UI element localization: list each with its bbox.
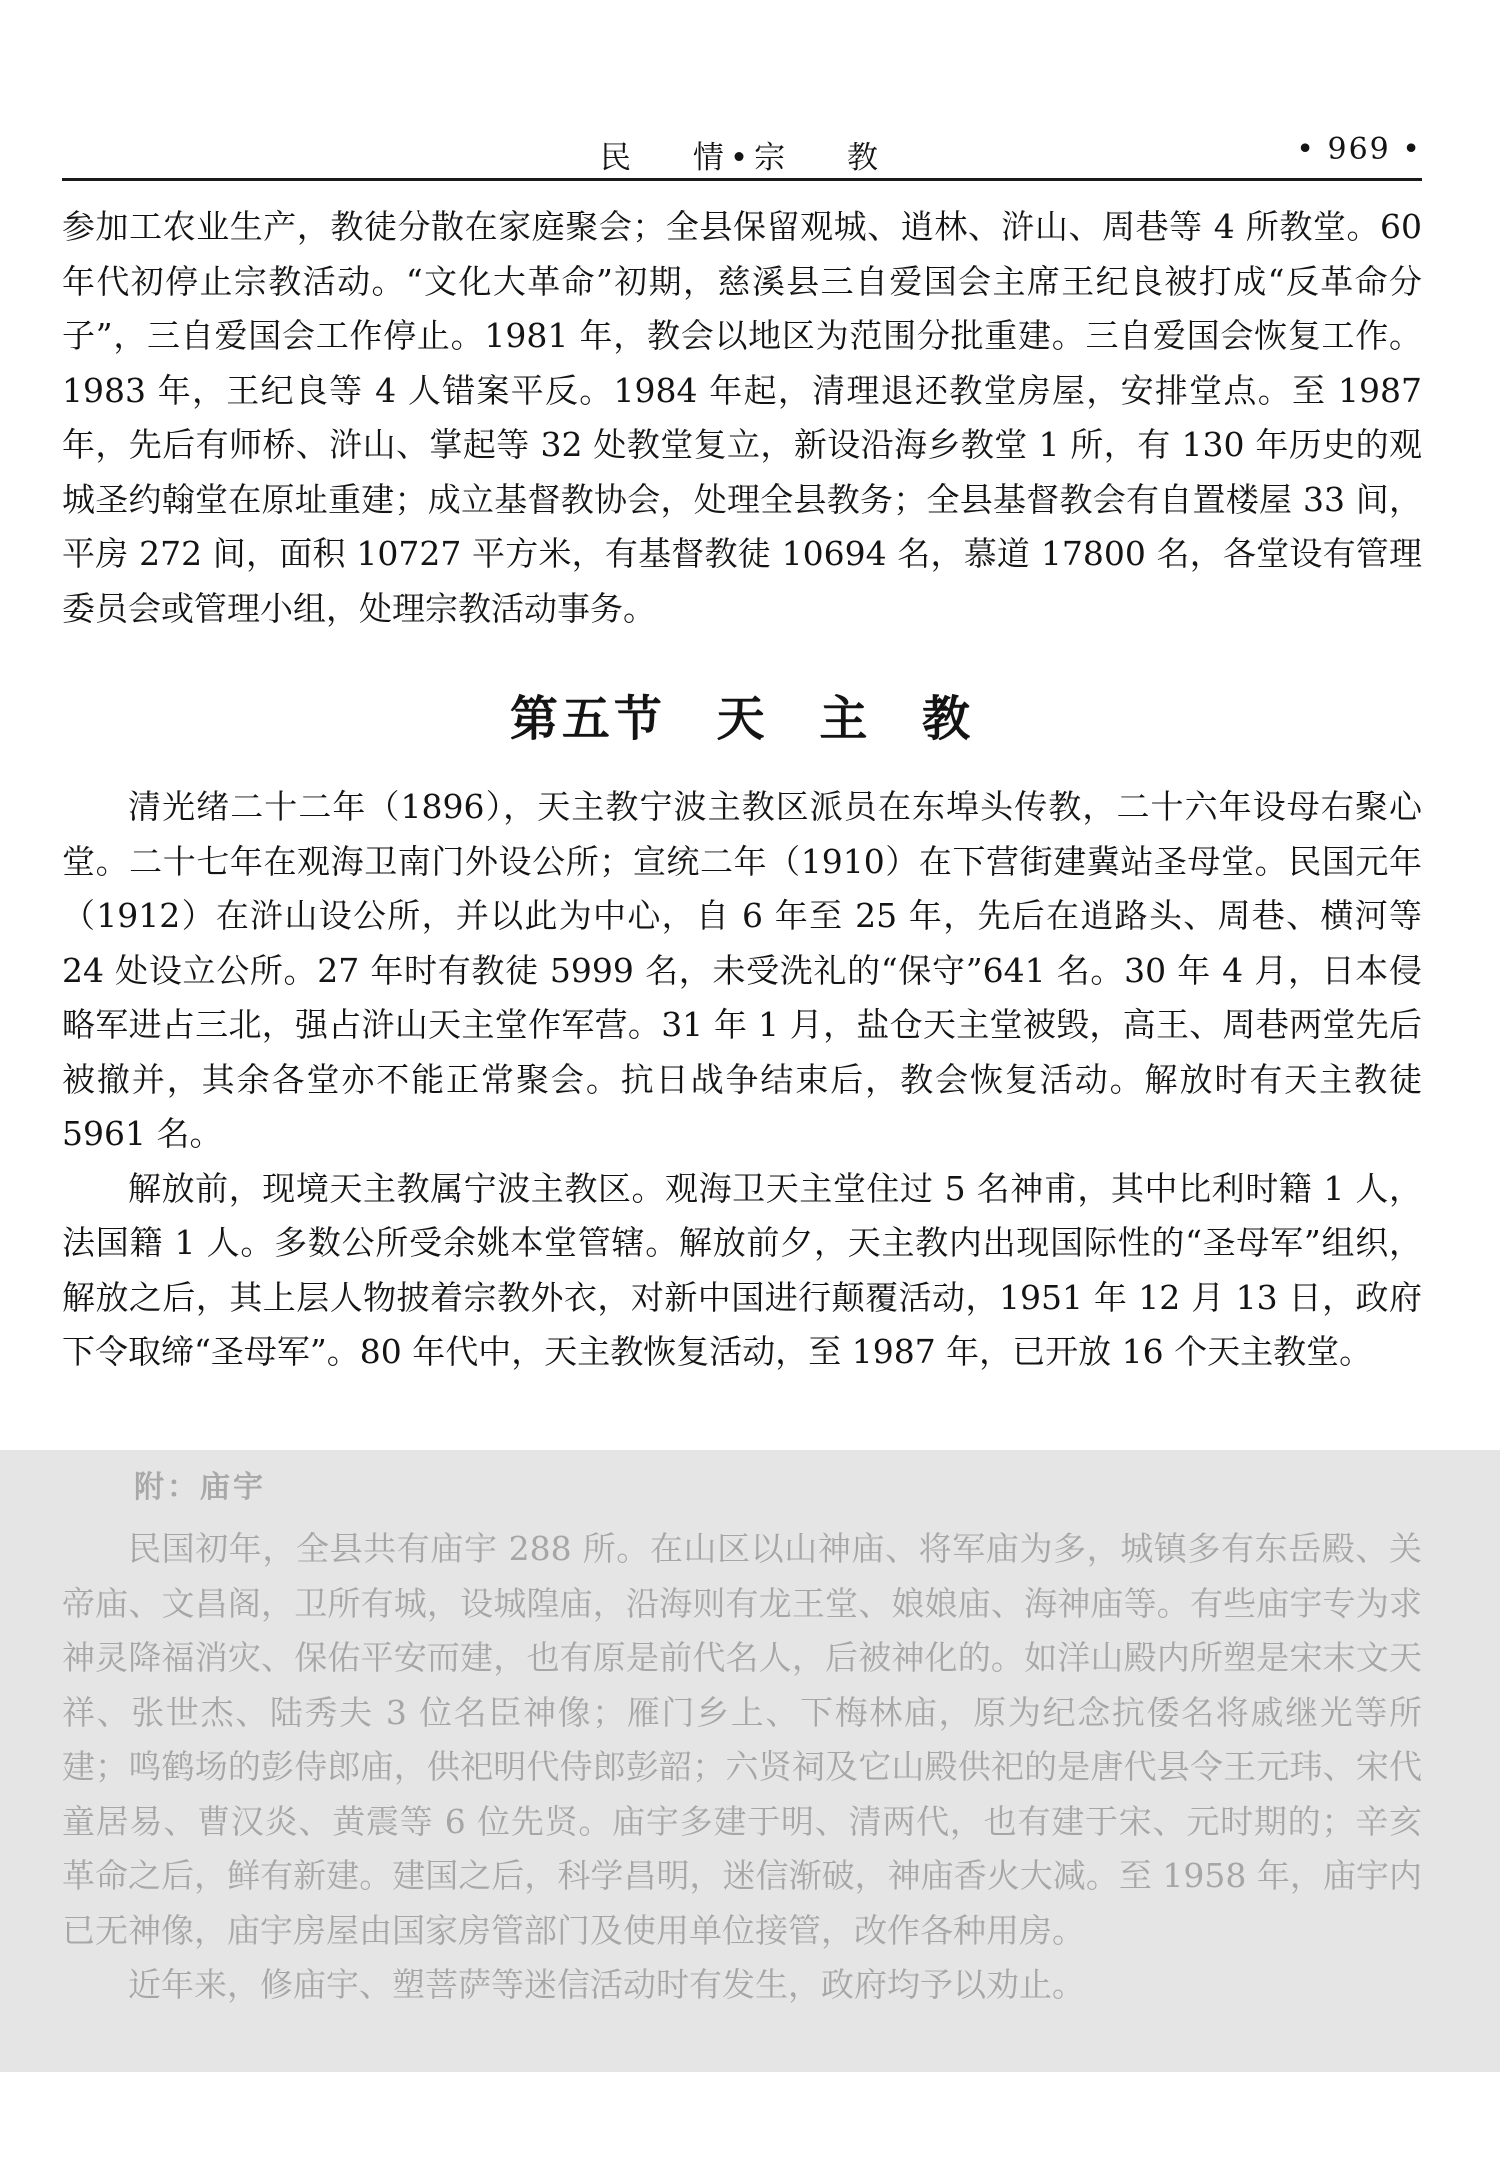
continued-paragraph-block (62, 200, 1422, 636)
page-header (62, 128, 1422, 181)
page-number: • 969 • (1296, 132, 1422, 167)
paragraph: 清光绪二十二年（1896），天主教宁波主教区派员在东埠头传教，二十六年设母右聚心堂。二十七年在观海卫南门外设公所；宣统二年（1910）在下营街建冀站圣母堂。民国元年（1912）在浒山设公所，并以此为中心，自 6 年至 25 年，先后在逍路头、周巷、横河等 24 处设立公所。27 年时有教徒 5999 名，未受洗礼的“保守”641 名。30 年 4 月，日本侵略军进占三北，强占浒山天主堂作军营。31 年 1 月，盐仓天主堂被毁，高王、周巷两堂先后被撤并，其余各堂亦不能正常聚会。抗日战争结束后，教会恢复活动。解放时有天主教徒 5961 名。 (62, 787, 1422, 1153)
appendix-heading: 附：庙宇 (134, 1470, 266, 1505)
running-title: 民 情•宗 教 (600, 140, 884, 176)
paragraph: 解放前，现境天主教属宁波主教区。观海卫天主堂住过 5 名神甫，其中比利时籍 1 人，法国籍 1 人。多数公所受余姚本堂管辖。解放前夕，天主教内出现国际性的“圣母军”组织，解放之后，其上层人物披着宗教外衣，对新中国进行颠覆活动，1951 年 12 月 13 日，政府下令取缔“圣母军”。80 年代中，天主教恢复活动，至 1987 年，已开放 16 个天主教堂。 (62, 1168, 1422, 1371)
section-body (62, 780, 1422, 1380)
paragraph: 参加工农业生产，教徒分散在家庭聚会；全县保留观城、逍林、浒山、周巷等 4 所教堂。60 年代初停止宗教活动。“文化大革命”初期，慈溪县三自爱国会主席王纪良被打成“反革命分子”，三自爱国会工作停止。1981 年，教会以地区为范围分批重建。三自爱国会恢复工作。1983 年，王纪良等 4 人错案平反。1984 年起，清理退还教堂房屋，安排堂点。至 1987 年，先后有师桥、浒山、掌起等 32 处教堂复立，新设沿海乡教堂 1 所，有 130 年历史的观城圣约翰堂在原址重建；成立基督教协会，处理全县教务；全县基督教会有自置楼屋 33 间，平房 272 间，面积 10727 平方米，有基督教徒 10694 名，慕道 17800 名，各堂设有管理委员会或管理小组，处理宗教活动事务。 (62, 207, 1422, 628)
appendix-block (0, 1450, 1500, 2072)
appendix-body (62, 1522, 1422, 2013)
paragraph: 近年来，修庙宇、塑菩萨等迷信活动时有发生，政府均予以劝止。 (128, 1965, 1085, 2004)
section-heading: 第五节 天 主 教 (509, 691, 975, 747)
paragraph: 民国初年，全县共有庙宇 288 所。在山区以山神庙、将军庙为多，城镇多有东岳殿、关帝庙、文昌阁，卫所有城，设城隍庙，沿海则有龙王堂、娘娘庙、海神庙等。有些庙宇专为求神灵降福消灾、保佑平安而建，也有原是前代名人，后被神化的。如洋山殿内所塑是宋末文天祥、张世杰、陆秀夫 3 位名臣神像；雁门乡上、下梅林庙，原为纪念抗倭名将戚继光等所建；鸣鹤场的彭侍郎庙，供祀明代侍郎彭韶；六贤祠及它山殿供祀的是唐代县令王元玮、宋代童居易、曹汉炎、黄震等 6 位先贤。庙宇多建于明、清两代，也有建于宋、元时期的；辛亥革命之后，鲜有新建。建国之后，科学昌明，迷信渐破，神庙香火大减。至 1958 年，庙宇内已无神像，庙宇房屋由国家房管部门及使用单位接管，改作各种用房。 (62, 1529, 1422, 1950)
